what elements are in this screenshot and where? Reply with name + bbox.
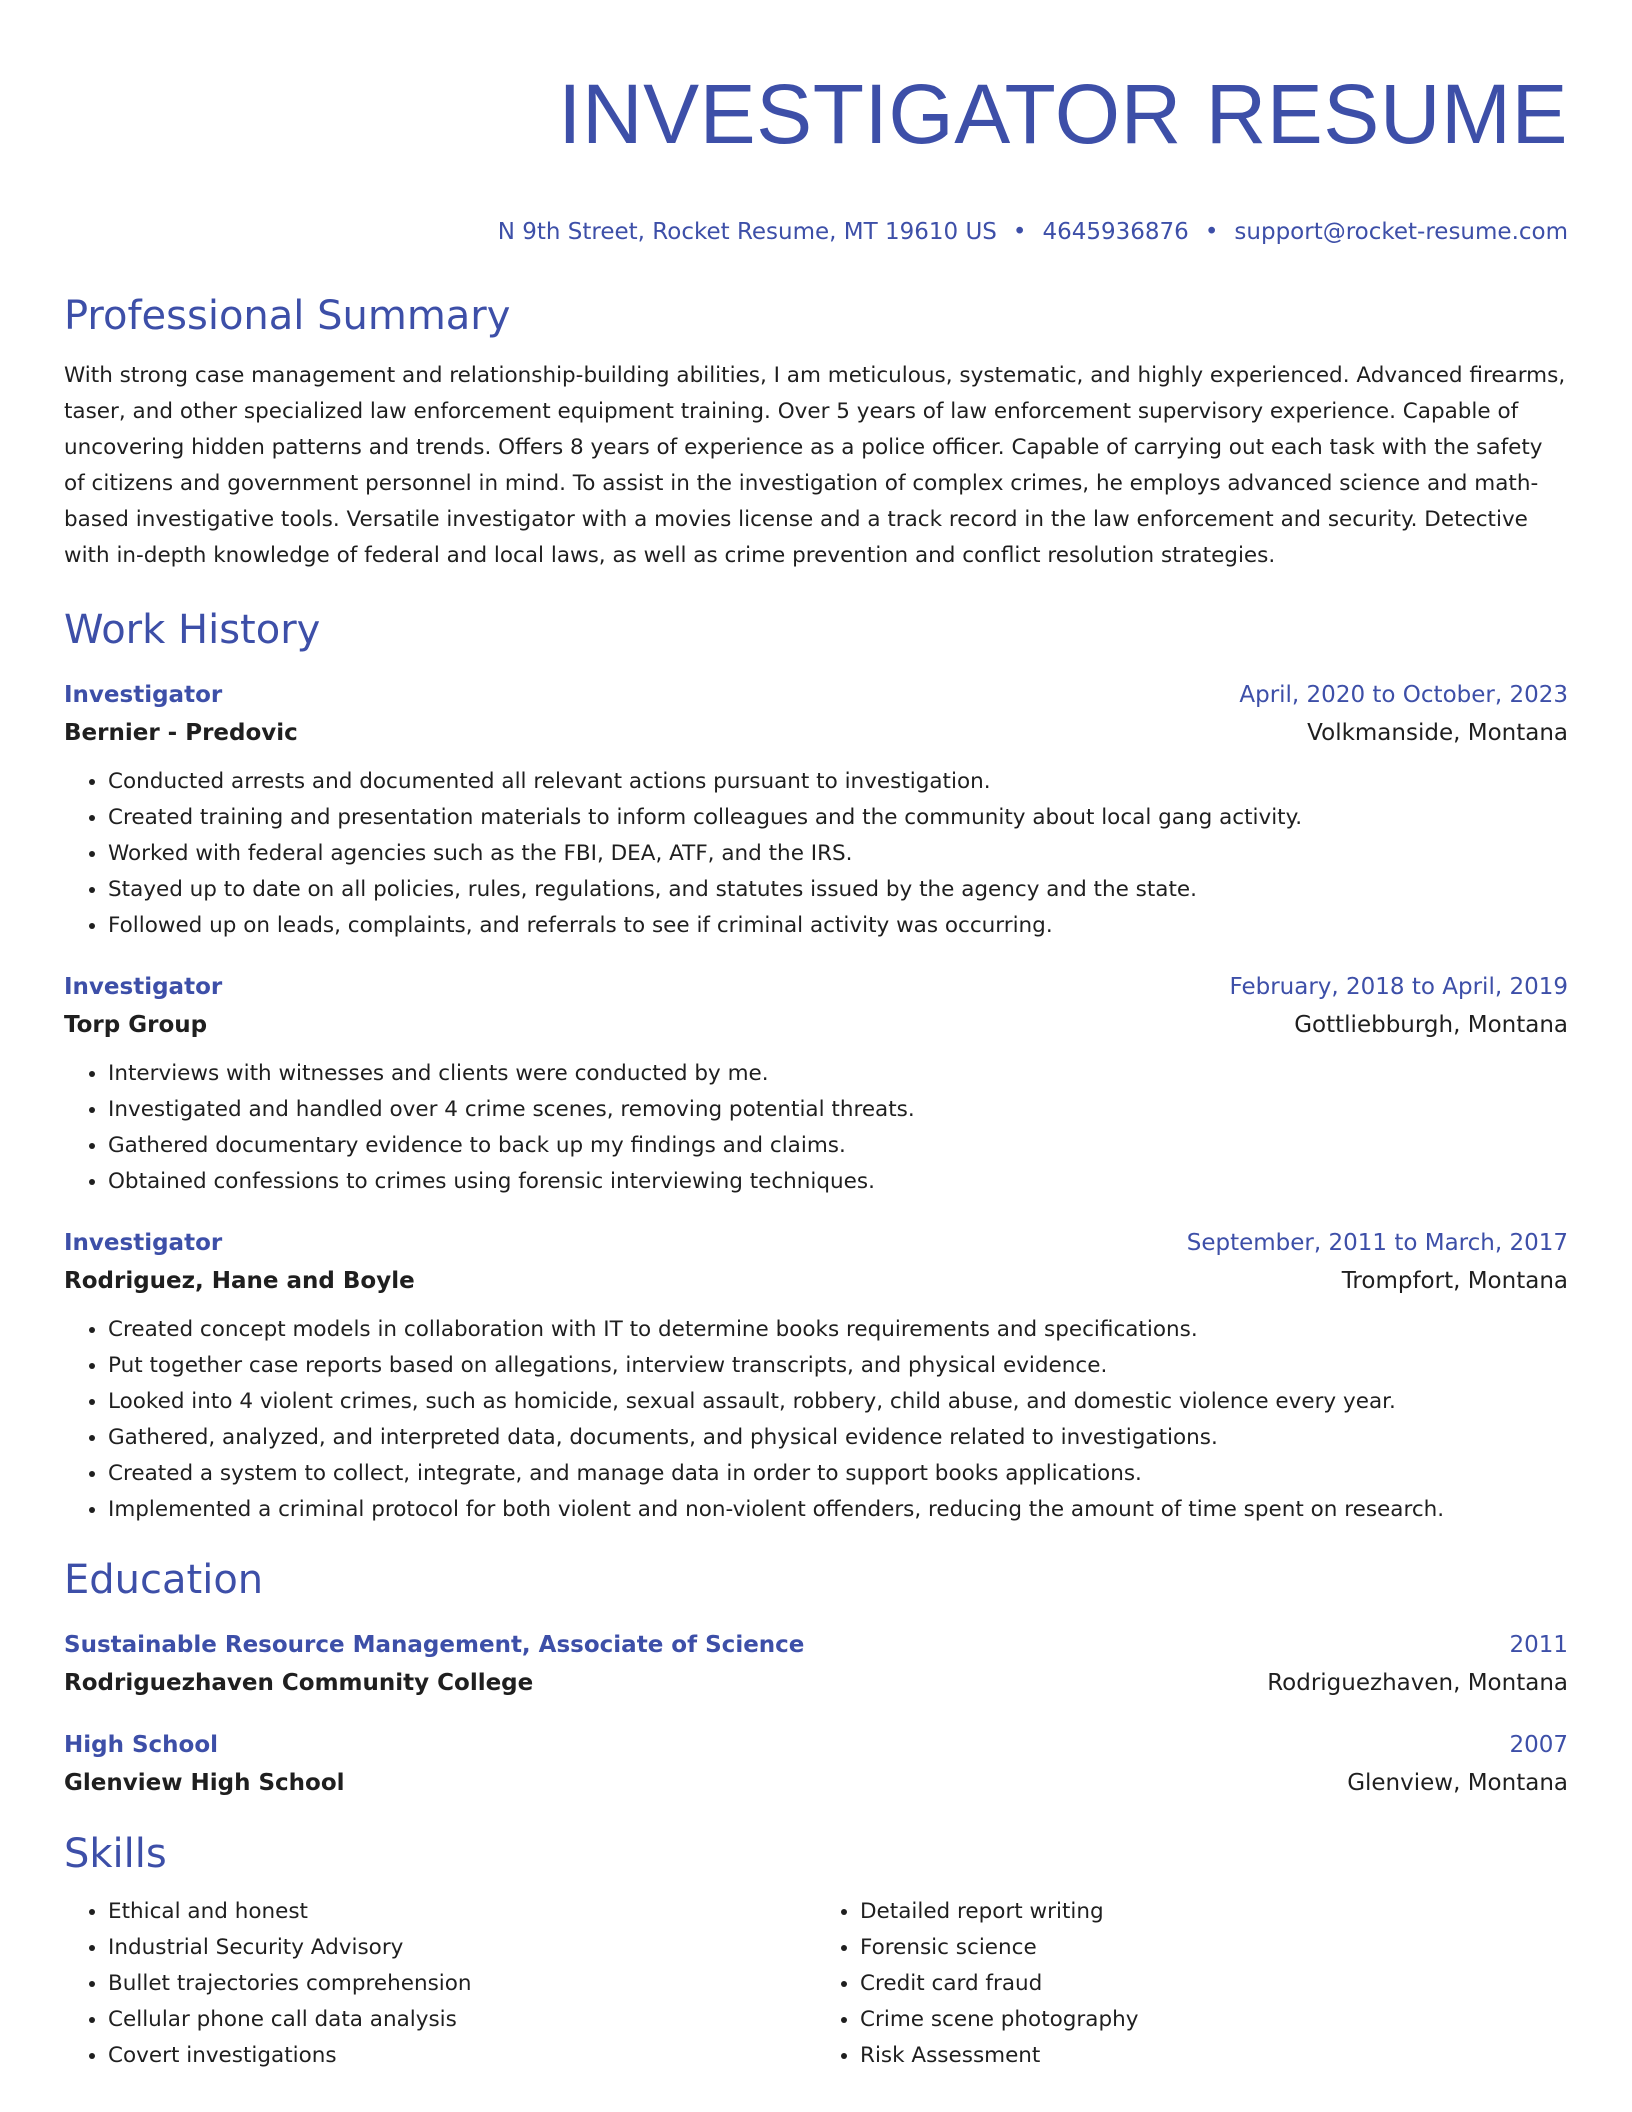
job-role: Investigator (64, 682, 223, 708)
education-entry (64, 1626, 1568, 1702)
job-location: Trompfort, Montana (1341, 1268, 1568, 1294)
job-dates: April, 2020 to October, 2023 (1239, 682, 1568, 708)
job-dates: September, 2011 to March, 2017 (1186, 1230, 1568, 1256)
skills-column-left (64, 1894, 816, 2074)
job-location: Volkmanside, Montana (1307, 720, 1568, 746)
education-school: Rodriguezhaven Community College (64, 1670, 534, 1696)
job-bullet: • Put together case reports based on allegations, interview transcripts, and physical evidence. (108, 1348, 1568, 1384)
job-entry (64, 968, 1568, 1200)
contact-address: N 9th Street, Rocket Resume, MT 19610 US (497, 219, 997, 245)
job-location: Gottliebburgh, Montana (1294, 1012, 1568, 1038)
education-heading: Education (64, 1557, 264, 1603)
skill-item: • Crime scene photography (860, 2002, 1568, 2038)
job-bullet: • Implemented a criminal protocol for both violent and non-violent offenders, reducing the amount of time spent on research. (108, 1492, 1568, 1528)
job-bullet: • Gathered documentary evidence to back up my findings and claims. (108, 1128, 1568, 1164)
job-bullets (64, 1056, 1568, 1200)
contact-separator: • (1012, 219, 1027, 245)
skill-item: • Credit card fraud (860, 1966, 1568, 2002)
education-school: Glenview High School (64, 1770, 345, 1796)
contact-separator: • (1204, 219, 1219, 245)
job-company: Bernier - Predovic (64, 720, 298, 746)
job-bullet: • Created training and presentation materials to inform colleagues and the community about local gang activity. (108, 800, 1568, 836)
job-bullet: • Worked with federal agencies such as the FBI, DEA, ATF, and the IRS. (108, 836, 1568, 872)
skills-heading: Skills (64, 1831, 167, 1877)
job-bullets (64, 764, 1568, 944)
education-location: Glenview, Montana (1347, 1770, 1568, 1796)
job-role: Investigator (64, 1230, 223, 1256)
job-role: Investigator (64, 974, 223, 1000)
job-company: Torp Group (64, 1012, 208, 1038)
skill-item: • Forensic science (860, 1930, 1568, 1966)
education-degree: Sustainable Resource Management, Associate of Science (64, 1632, 805, 1658)
resume-title: INVESTIGATOR RESUME (558, 67, 1568, 161)
skill-item: • Bullet trajectories comprehension (108, 1966, 816, 2002)
skill-item: • Cellular phone call data analysis (108, 2002, 816, 2038)
job-bullet: • Looked into 4 violent crimes, such as homicide, sexual assault, robbery, child abuse, and domestic violence every year. (108, 1384, 1568, 1420)
skill-item: • Covert investigations (108, 2038, 816, 2074)
job-bullet: • Interviews with witnesses and clients were conducted by me. (108, 1056, 1568, 1092)
summary-heading: Professional Summary (64, 293, 511, 339)
job-bullet: • Stayed up to date on all policies, rules, regulations, and statutes issued by the agency and the state. (108, 872, 1568, 908)
skill-item: • Detailed report writing (860, 1894, 1568, 1930)
education-degree: High School (64, 1732, 219, 1758)
job-bullet: • Created a system to collect, integrate, and manage data in order to support books applications. (108, 1456, 1568, 1492)
job-bullet: • Gathered, analyzed, and interpreted data, documents, and physical evidence related to investigations. (108, 1420, 1568, 1456)
job-entry (64, 676, 1568, 944)
contact-phone: 4645936876 (1042, 219, 1189, 245)
contact-line (64, 216, 1568, 248)
contact-email[interactable]: support@rocket-resume.com (1234, 219, 1568, 245)
skills-column-right (816, 1894, 1568, 2074)
education-entry (64, 1726, 1568, 1802)
job-bullet: • Investigated and handled over 4 crime scenes, removing potential threats. (108, 1092, 1568, 1128)
skill-item: • Ethical and honest (108, 1894, 816, 1930)
skill-item: • Industrial Security Advisory (108, 1930, 816, 1966)
summary-text: With strong case management and relationship-building abilities, I am meticulous, systematic, and highly experienced. Advanced firearms, taser, and other specialized law enforcement equipment training. Over 5 years of law enforcement supervisory experience. Capable of uncovering hidden patterns and trends. Offers 8 years of experience as a police officer. Capable of carrying out each task with the safety of citizens and government personnel in mind. To assist in the investigation of complex crimes, he employs advanced science and math-based investigative tools. Versatile investigator with a movies license and a track record in the law enforcement and security. Detective with in-depth knowledge of federal and local laws, as well as crime prevention and conflict resolution strategies. (64, 363, 1566, 568)
job-bullet: • Obtained confessions to crimes using forensic interviewing techniques. (108, 1164, 1568, 1200)
job-bullet: • Conducted arrests and documented all relevant actions pursuant to investigation. (108, 764, 1568, 800)
work-history-heading: Work History (64, 607, 321, 653)
job-bullets (64, 1312, 1568, 1528)
job-entry (64, 1224, 1568, 1528)
education-year: 2007 (1509, 1732, 1568, 1758)
job-bullet: • Created concept models in collaboration with IT to determine books requirements and specifications. (108, 1312, 1568, 1348)
education-year: 2011 (1509, 1632, 1568, 1658)
job-bullet: • Followed up on leads, complaints, and referrals to see if criminal activity was occurring. (108, 908, 1568, 944)
education-location: Rodriguezhaven, Montana (1267, 1670, 1568, 1696)
skills-grid (64, 1894, 1568, 2074)
skill-item: • Risk Assessment (860, 2038, 1568, 2074)
job-company: Rodriguez, Hane and Boyle (64, 1268, 415, 1294)
job-dates: February, 2018 to April, 2019 (1229, 974, 1568, 1000)
